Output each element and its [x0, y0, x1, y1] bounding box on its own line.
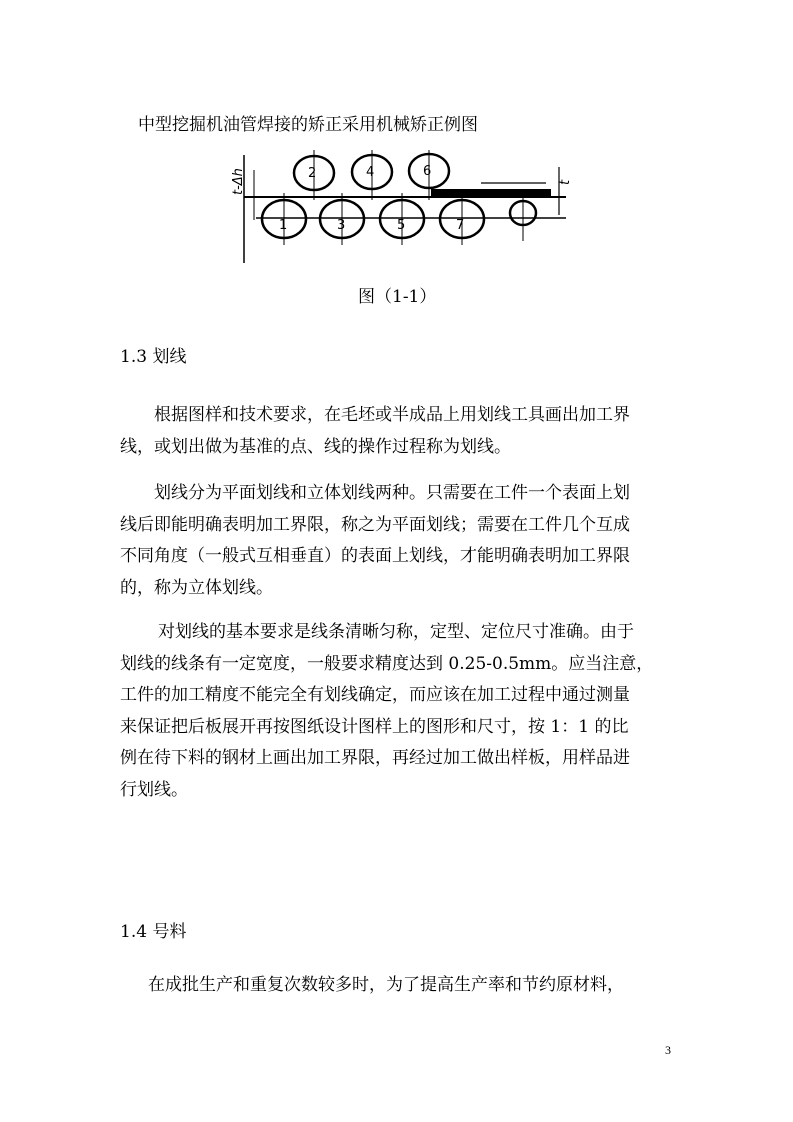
text-line: 在成批生产和重复次数较多时，为了提高生产率和节约原材料， — [148, 975, 624, 995]
text-line: 划线的线条有一定宽度，一般要求精度达到 0.25-0.5mm。应当注意， — [120, 653, 654, 674]
dimension-right-label: t — [558, 179, 573, 185]
text-line: 划线分为平面划线和立体划线两种。只需要在工件一个表面上划 — [154, 483, 630, 503]
text-line: 工件的加工精度不能完全有划线确定，而应该在加工过程中通过测量 — [120, 685, 630, 705]
paragraph — [120, 478, 680, 604]
roller-straightening-figure — [231, 145, 576, 270]
roller-label: 4 — [366, 165, 375, 180]
roller-label: 5 — [397, 218, 406, 233]
roller-label: 6 — [423, 164, 432, 179]
paragraph — [120, 617, 680, 806]
text-line: 例在待下料的钢材上画出加工界限，再经过加工做出样板，用样品进 — [120, 748, 630, 768]
section-heading: 1.4 号料 — [120, 922, 187, 942]
text-line: 对划线的基本要求是线条清晰匀称，定型、定位尺寸准确。由于 — [158, 622, 634, 642]
paragraph — [120, 970, 680, 1002]
figure-label: 图（1-1） — [358, 287, 437, 307]
figure-caption: 中型挖掘机油管焊接的矫正采用机械矫正例图 — [138, 115, 478, 135]
roller-label: 3 — [337, 218, 346, 233]
roller-label: 7 — [456, 218, 465, 233]
dimension-left-label: t-Δh — [231, 168, 246, 195]
roller-label: 2 — [308, 166, 317, 181]
roller-label: 1 — [279, 218, 288, 233]
text-line: 来保证把后板展开再按图纸设计图样上的图形和尺寸，按 1：1 的比 — [120, 716, 629, 737]
page-number: 3 — [665, 1043, 671, 1057]
section-heading: 1.3 划线 — [120, 347, 187, 367]
paragraph — [120, 400, 680, 463]
text-line: 的，称为立体划线。 — [120, 577, 273, 598]
text-line: 线后即能明确表明加工界限，称之为平面划线；需要在工件几个互成 — [120, 514, 630, 535]
text-line: 根据图样和技术要求，在毛坯或半成品上用划线工具画出加工界 — [154, 405, 630, 425]
text-line: 行划线。 — [120, 779, 188, 800]
text-line: 线，或划出做为基准的点、线的操作过程称为划线。 — [120, 436, 511, 457]
text-line: 不同角度（一般式互相垂直）的表面上划线，才能明确表明加工界限 — [120, 546, 630, 566]
